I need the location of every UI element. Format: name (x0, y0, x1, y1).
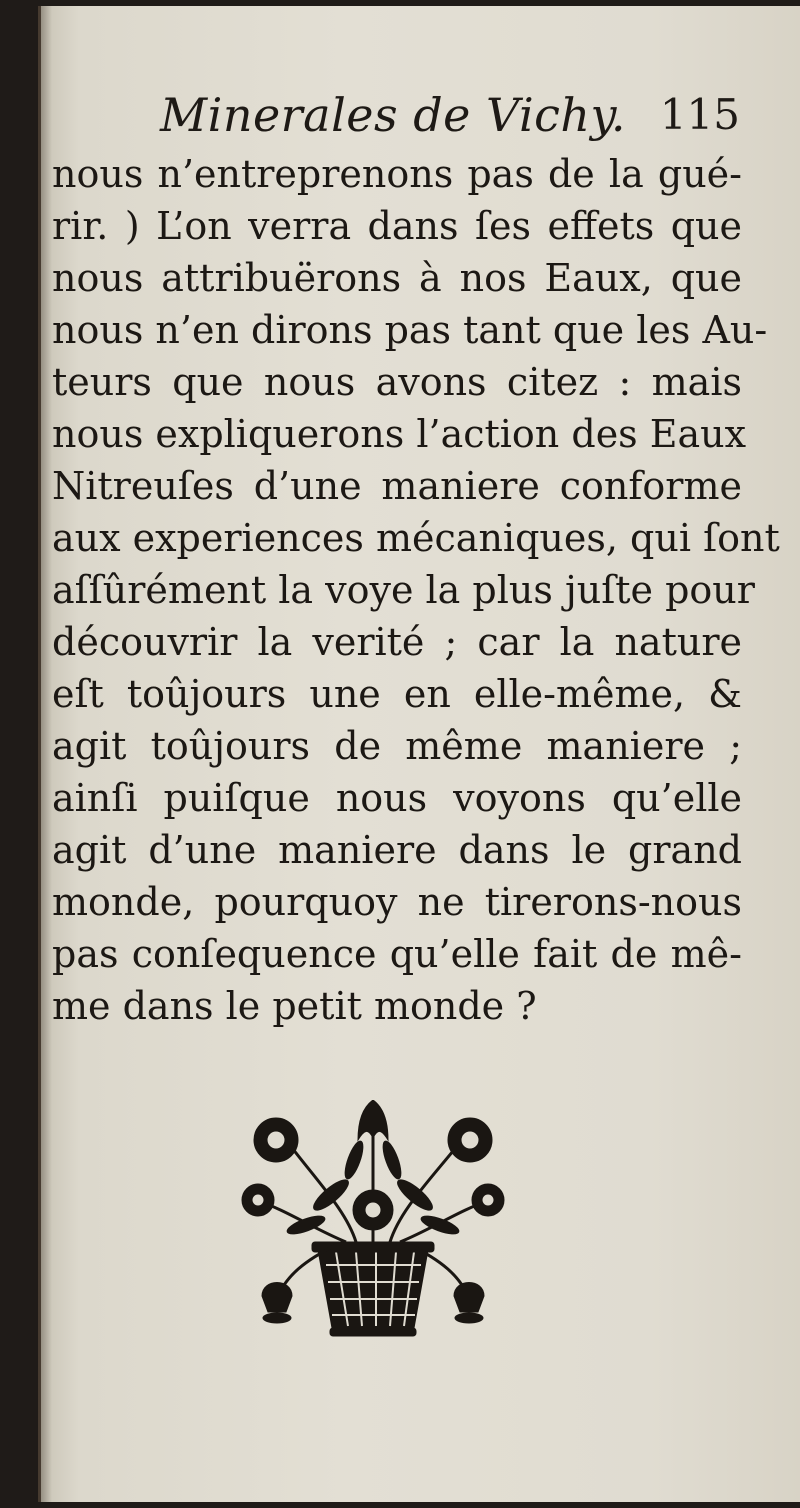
text-line: découvrir la verité ; car la nature (52, 620, 742, 664)
text-line: teurs que nous avons citez : mais (52, 360, 742, 404)
text-line: aux experiences mécaniques, qui ſont (52, 516, 780, 560)
text-line: agit toûjours de même maniere ; (52, 724, 742, 768)
text-line: me dans le petit monde ? (52, 984, 537, 1028)
text-line: nous expliquerons l’action des Eaux (52, 412, 747, 456)
running-title: Minerales de Vichy. (160, 88, 627, 142)
text-line: nous attribuërons à nos Eaux, que (52, 256, 742, 300)
text-line: pas conſequence qu’elle fait de mê- (52, 932, 742, 976)
body-text (52, 148, 780, 1032)
text-line: aſſûrément la voye la plus juſte pour (52, 568, 755, 612)
page-number: 115 (659, 90, 740, 139)
text-line: nous n’en dirons pas tant que les Au- (52, 308, 768, 352)
text-line: eſt toûjours une en elle-même, & (52, 672, 742, 716)
text-line: monde, pourquoy ne tirerons-nous (52, 880, 742, 924)
flower-basket-ornament-icon (236, 1100, 510, 1340)
text-line: rir. ) L’on verra dans ſes effets que (52, 204, 742, 248)
text-line: Nitreuſes d’une maniere conforme (52, 464, 742, 508)
text-line: agit d’une maniere dans le grand (52, 828, 742, 872)
text-line: ainſi puiſque nous voyons qu’elle (52, 776, 742, 820)
text-line: nous n’entreprenons pas de la gué- (52, 152, 742, 196)
gutter-shadow (38, 6, 52, 1502)
